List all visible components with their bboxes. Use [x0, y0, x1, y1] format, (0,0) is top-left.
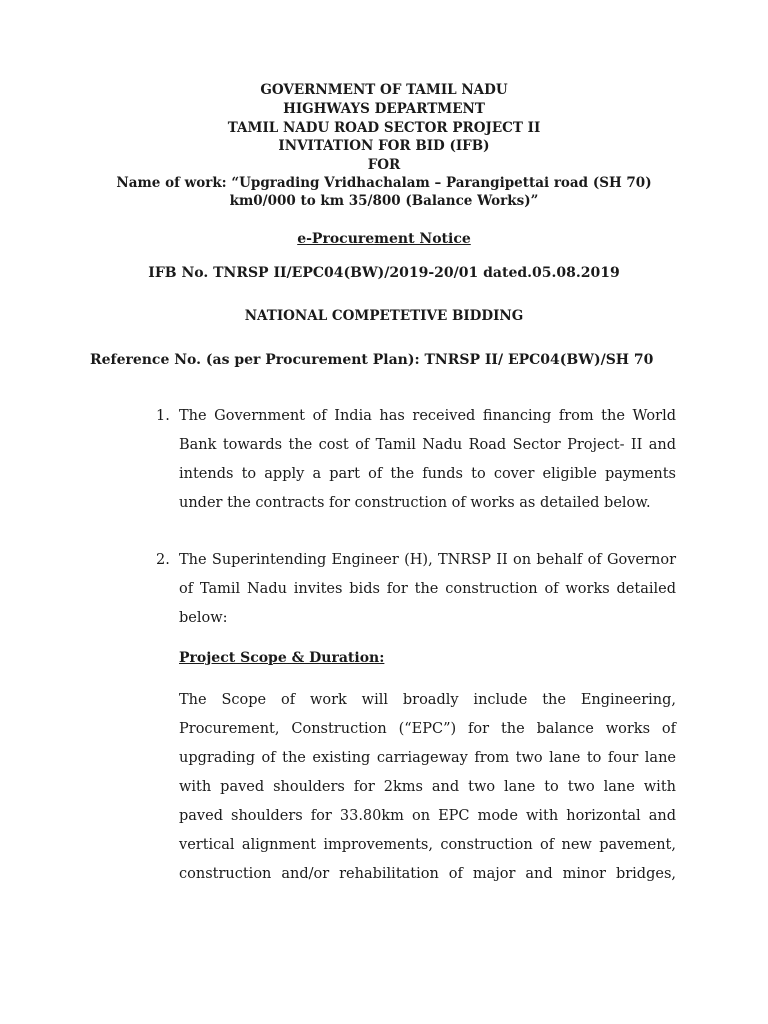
list-item-number: 2.: [156, 552, 170, 568]
notice-title-text: e-Procurement Notice: [297, 231, 471, 247]
text-line: under the contracts for construction of works as detailed below.: [179, 495, 651, 511]
text-line: of Tamil Nadu invites bids for the construction of works detailed: [179, 581, 676, 597]
header-government: GOVERNMENT OF TAMIL NADU: [260, 82, 508, 98]
header-invitation: INVITATION FOR BID (IFB): [278, 138, 490, 154]
notice-title: [0, 230, 768, 248]
header-project: TAMIL NADU ROAD SECTOR PROJECT II: [227, 120, 541, 136]
list-item-1-text: [179, 402, 676, 518]
text-line: below:: [179, 610, 228, 626]
text-line: The Government of India has received financing from the World: [179, 408, 676, 424]
text-line: intends to apply a part of the funds to cover eligible payments: [179, 466, 676, 482]
text-line: Bank towards the cost of Tamil Nadu Road Sector Project- II and: [179, 437, 676, 453]
text-line: Procurement, Construction (“EPC”) for the balance works of: [179, 721, 676, 737]
reference-number: Reference No. (as per Procurement Plan): TNRSP II/ EPC04(BW)/SH 70: [90, 352, 654, 368]
ifb-number: IFB No. TNRSP II/EPC04(BW)/2019-20/01 dated.05.08.2019: [148, 265, 620, 281]
text-line: with paved shoulders for 2kms and two lane to two lane with: [179, 779, 676, 795]
bidding-type: NATIONAL COMPETETIVE BIDDING: [244, 308, 524, 324]
list-item-number: 1.: [156, 408, 170, 424]
text-line: The Superintending Engineer (H), TNRSP II on behalf of Governor: [179, 552, 676, 568]
text-line: upgrading of the existing carriageway from two lane to four lane: [179, 750, 676, 766]
text-line: paved shoulders for 33.80km on EPC mode with horizontal and: [179, 808, 676, 824]
text-line: vertical alignment improvements, construction of new pavement,: [179, 837, 676, 853]
scope-paragraph: [179, 686, 676, 889]
text-line: The Scope of work will broadly include the Engineering,: [179, 692, 676, 708]
list-item-2-text: [179, 546, 676, 633]
scope-heading: Project Scope & Duration:: [179, 650, 385, 666]
header-for: FOR: [367, 157, 401, 173]
header-work-extent: km0/000 to km 35/800 (Balance Works)”: [229, 193, 539, 209]
header-work-name: Name of work: “Upgrading Vridhachalam – Parangipettai road (SH 70): [116, 175, 652, 191]
text-line: construction and/or rehabilitation of major and minor bridges,: [179, 866, 676, 882]
header-department: HIGHWAYS DEPARTMENT: [283, 101, 485, 117]
